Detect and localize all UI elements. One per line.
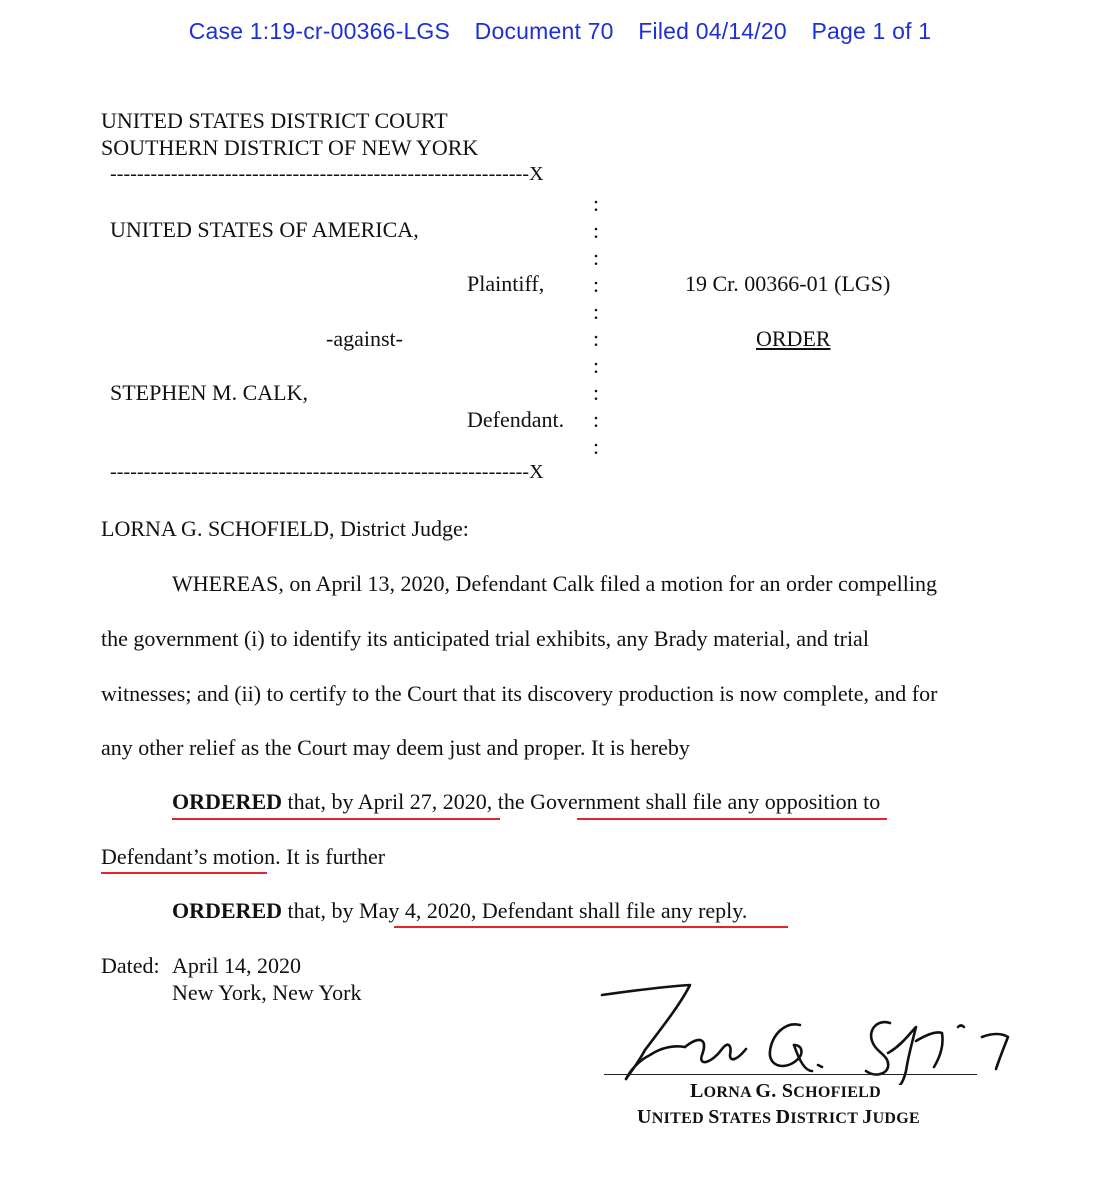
caption-colon: : bbox=[593, 218, 600, 243]
order-2-line bbox=[172, 898, 747, 924]
whereas-line-1: WHEREAS, on April 13, 2020, Defendant Calk filed a motion for an order compelling bbox=[172, 571, 937, 596]
whereas-line-3: witnesses; and (ii) to certify to the Court that its discovery production is now complete, and for bbox=[101, 681, 938, 706]
court-line-1: UNITED STATES DISTRICT COURT bbox=[101, 108, 448, 133]
caption-border-bottom: --------------------------------------------------------------X bbox=[110, 461, 544, 483]
document-title: ORDER bbox=[756, 326, 831, 351]
case-number: 19 Cr. 00366-01 (LGS) bbox=[685, 271, 891, 296]
caption-border-top: --------------------------------------------------------------X bbox=[110, 163, 544, 185]
caption-colon: : bbox=[593, 434, 600, 459]
red-underline-annotation bbox=[172, 818, 500, 820]
caption-colon: : bbox=[593, 326, 600, 351]
order-2-text: that, by May 4, 2020, Defendant shall file any reply. bbox=[282, 898, 748, 923]
dated-date: April 14, 2020 bbox=[172, 953, 301, 978]
order-1-line-1 bbox=[172, 789, 880, 815]
plaintiff-role: Plaintiff, bbox=[467, 271, 545, 296]
order-1-text: that, by April 27, 2020, the Government shall file any opposition to bbox=[282, 789, 881, 814]
ordered-word: ORDERED bbox=[172, 789, 283, 814]
defendant-role: Defendant. bbox=[467, 407, 565, 432]
caption-colon: : bbox=[593, 272, 600, 297]
judge-title: UNITED STATES DISTRICT JUDGE bbox=[637, 1106, 920, 1128]
court-line-2: SOUTHERN DISTRICT OF NEW YORK bbox=[101, 135, 479, 160]
signature-line bbox=[604, 1074, 977, 1075]
whereas-line-2: the government (i) to identify its anticipated trial exhibits, any Brady material, and trial bbox=[101, 626, 869, 651]
plaintiff-name: UNITED STATES OF AMERICA, bbox=[110, 217, 419, 242]
caption-colon: : bbox=[593, 380, 600, 405]
caption-colon: : bbox=[593, 353, 600, 378]
ordered-word: ORDERED bbox=[172, 898, 283, 923]
case-number-header: Case 1:19-cr-00366-LGS bbox=[188, 18, 451, 44]
ecf-header bbox=[0, 18, 1120, 45]
caption-colon: : bbox=[593, 299, 600, 324]
red-underline-annotation bbox=[577, 818, 887, 820]
dated-label: Dated: bbox=[101, 953, 160, 978]
caption-colon: : bbox=[593, 191, 600, 216]
caption-colon: : bbox=[593, 245, 600, 270]
defendant-name: STEPHEN M. CALK, bbox=[110, 380, 309, 405]
red-underline-annotation bbox=[394, 926, 788, 928]
order-1-line-2: Defendant’s motion. It is further bbox=[101, 844, 386, 869]
handwritten-signature bbox=[590, 975, 1030, 1085]
judge-intro: LORNA G. SCHOFIELD, District Judge: bbox=[101, 516, 469, 541]
red-underline-annotation bbox=[101, 872, 267, 874]
dated-place: New York, New York bbox=[172, 980, 362, 1005]
judge-name: LORNA G. SCHOFIELD bbox=[690, 1080, 882, 1102]
filed-date-header: Filed 04/14/20 bbox=[638, 18, 787, 44]
court-name bbox=[101, 107, 478, 161]
page-count-header: Page 1 of 1 bbox=[811, 18, 932, 44]
document-number-header: Document 70 bbox=[474, 18, 614, 44]
versus-label: -against- bbox=[326, 326, 403, 351]
caption-colon: : bbox=[593, 407, 600, 432]
whereas-line-4: any other relief as the Court may deem just and proper. It is hereby bbox=[101, 735, 690, 760]
